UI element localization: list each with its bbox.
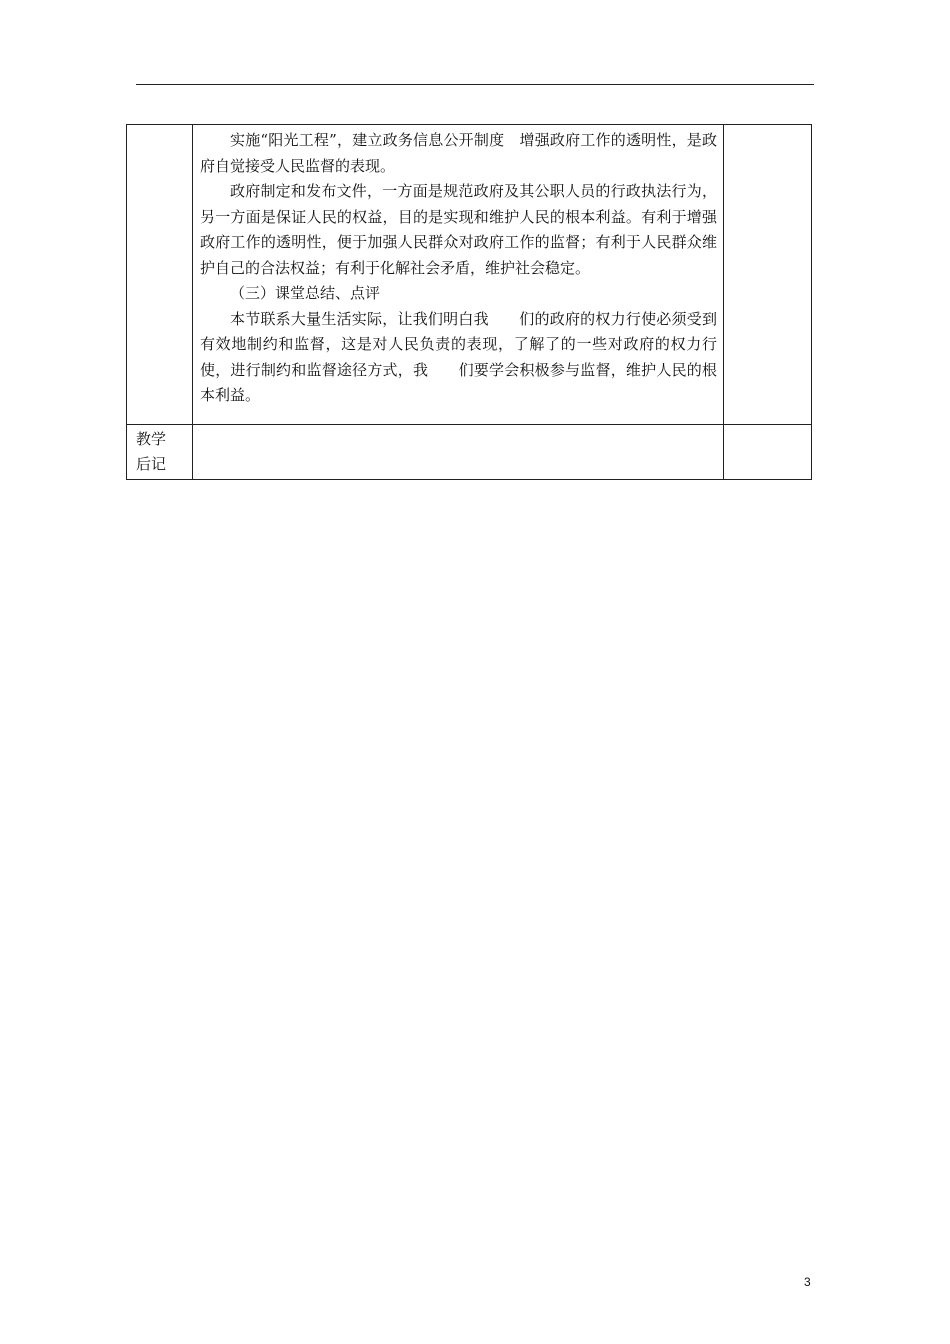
paragraph-summary: 本节联系大量生活实际，让我们明白我 们的政府的权力行使必须受到有效地制约和监督，这是对人民负责的表现，了解了的一些对政府的权力行使，进行制约和监督途径方式，我 们要学会积极参与监督，维护人民的根本利益。 <box>200 309 717 404</box>
paragraph-government-documents: 政府制定和发布文件，一方面是规范政府及其公职人员的行政执法行为，另一方面是保证人民的权益，目的是实现和维护人民的根本利益。有利于增强政府工作的透明性，便于加强人民群众对政府工作的监督；有利于人民群众维护自己的合法权益；有利于化解社会矛盾，维护社会稳定。 <box>200 182 717 277</box>
remarks-cell <box>724 125 812 425</box>
row-label-cell <box>127 125 193 425</box>
notes-label-line1: 教学 <box>136 430 167 448</box>
table-row <box>127 125 812 425</box>
header-rule <box>136 84 814 85</box>
table-row <box>127 425 812 480</box>
lesson-content-cell <box>193 125 724 425</box>
notes-label-line2: 后记 <box>136 455 167 473</box>
lesson-plan-table <box>126 124 812 480</box>
notes-remarks-cell <box>724 425 812 480</box>
paragraph-sunshine-project: 实施“阳光工程”，建立政务信息公开制度 增强政府工作的透明性，是政府自觉接受人民监督的表现。 <box>200 131 717 175</box>
notes-content-cell <box>193 425 724 480</box>
page-number: 3 <box>804 1275 811 1289</box>
section-heading-summary: （三）课堂总结、点评 <box>230 284 381 302</box>
notes-label-cell <box>127 425 193 480</box>
